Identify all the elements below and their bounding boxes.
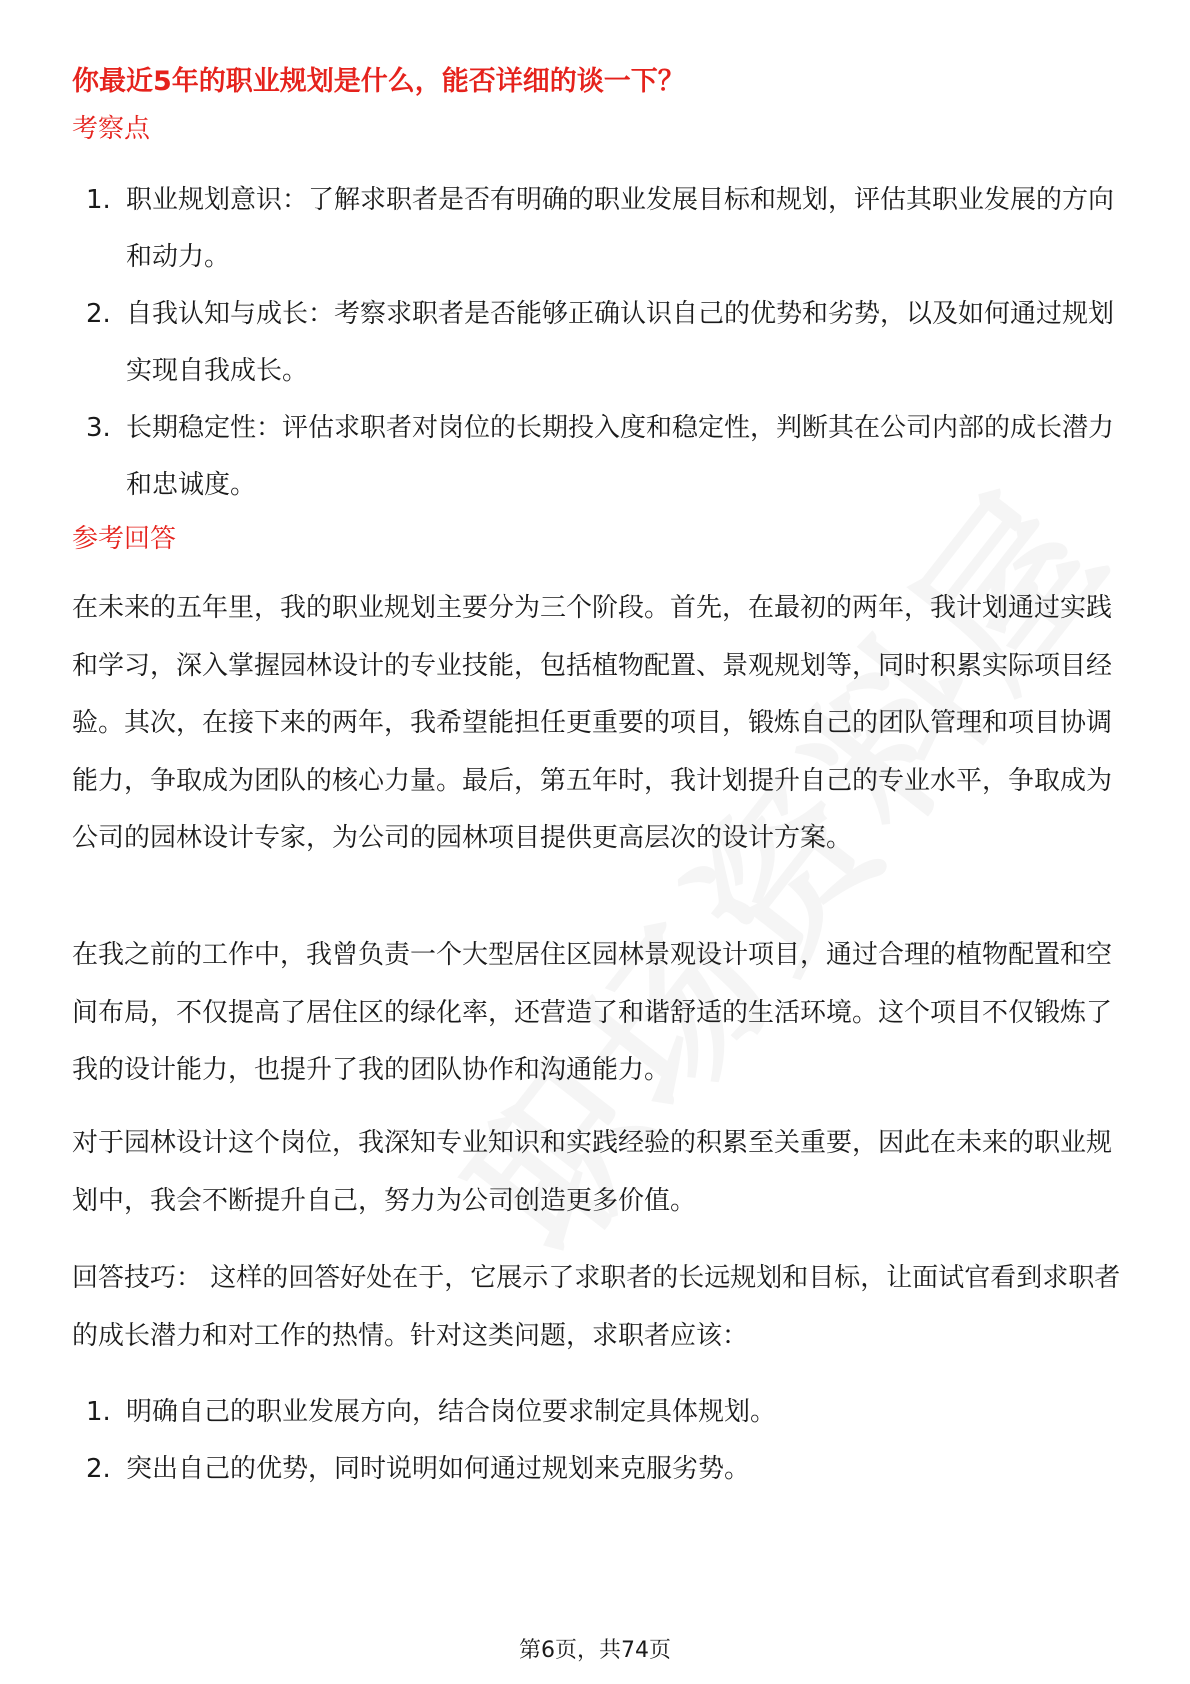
answer-paragraph: 对于园林设计这个岗位，我深知专业知识和实践经验的积累至关重要，因此在未来的职业规划中，我会不断提升自己，努力为公司创造更多价值。 [72, 1128, 1113, 1216]
question-title: 你最近5年的职业规划是什么，能否详细的谈一下？ [72, 66, 685, 97]
list-item-text: 明确自己的职业发展方向，结合岗位要求制定具体规划。 [126, 1397, 777, 1427]
answer-tips-paragraph: 回答技巧： 这样的回答好处在于，它展示了求职者的长远规划和目标，让面试官看到求职者的成长潜力和对工作的热情。针对这类问题，求职者应该： [72, 1263, 1121, 1351]
list-item-text: 突出自己的优势，同时说明如何通过规划来克服劣势。 [126, 1454, 751, 1484]
tips-list [82, 1384, 1122, 1498]
list-number: 1. [86, 185, 111, 215]
assessment-list [82, 172, 1122, 514]
list-item [82, 172, 1122, 286]
list-number: 2. [86, 299, 111, 329]
section-heading-assessment: 考察点 [72, 114, 151, 144]
list-item [82, 1441, 1122, 1498]
page-footer: 第6页，共74页 [519, 1638, 671, 1663]
list-item-text: 长期稳定性：评估求职者对岗位的长期投入度和稳定性，判断其在公司内部的成长潜力和忠诚度。 [126, 413, 1115, 500]
list-item [82, 400, 1122, 514]
list-item-text: 职业规划意识：了解求职者是否有明确的职业发展目标和规划，评估其职业发展的方向和动力。 [126, 185, 1115, 272]
list-item [82, 286, 1122, 400]
answer-paragraph: 在未来的五年里，我的职业规划主要分为三个阶段。首先，在最初的两年，我计划通过实践和学习，深入掌握园林设计的专业技能，包括植物配置、景观规划等，同时积累实际项目经验。其次，在接下来的两年，我希望能担任更重要的项目，锻炼自己的团队管理和项目协调能力，争取成为团队的核心力量。最后，第五年时，我计划提升自己的专业水平，争取成为公司的园林设计专家，为公司的园林项目提供更高层次的设计方案。 [72, 593, 1113, 853]
list-item-text: 自我认知与成长：考察求职者是否能够正确认识自己的优势和劣势，以及如何通过规划实现自我成长。 [126, 299, 1115, 386]
answer-paragraph: 在我之前的工作中，我曾负责一个大型居住区园林景观设计项目，通过合理的植物配置和空间布局，不仅提高了居住区的绿化率，还营造了和谐舒适的生活环境。这个项目不仅锻炼了我的设计能力，也提升了我的团队协作和沟通能力。 [72, 940, 1113, 1085]
list-number: 1. [86, 1397, 111, 1427]
list-number: 2. [86, 1454, 111, 1484]
list-number: 3. [86, 413, 111, 443]
section-heading-answer: 参考回答 [72, 524, 177, 554]
list-item [82, 1384, 1122, 1441]
